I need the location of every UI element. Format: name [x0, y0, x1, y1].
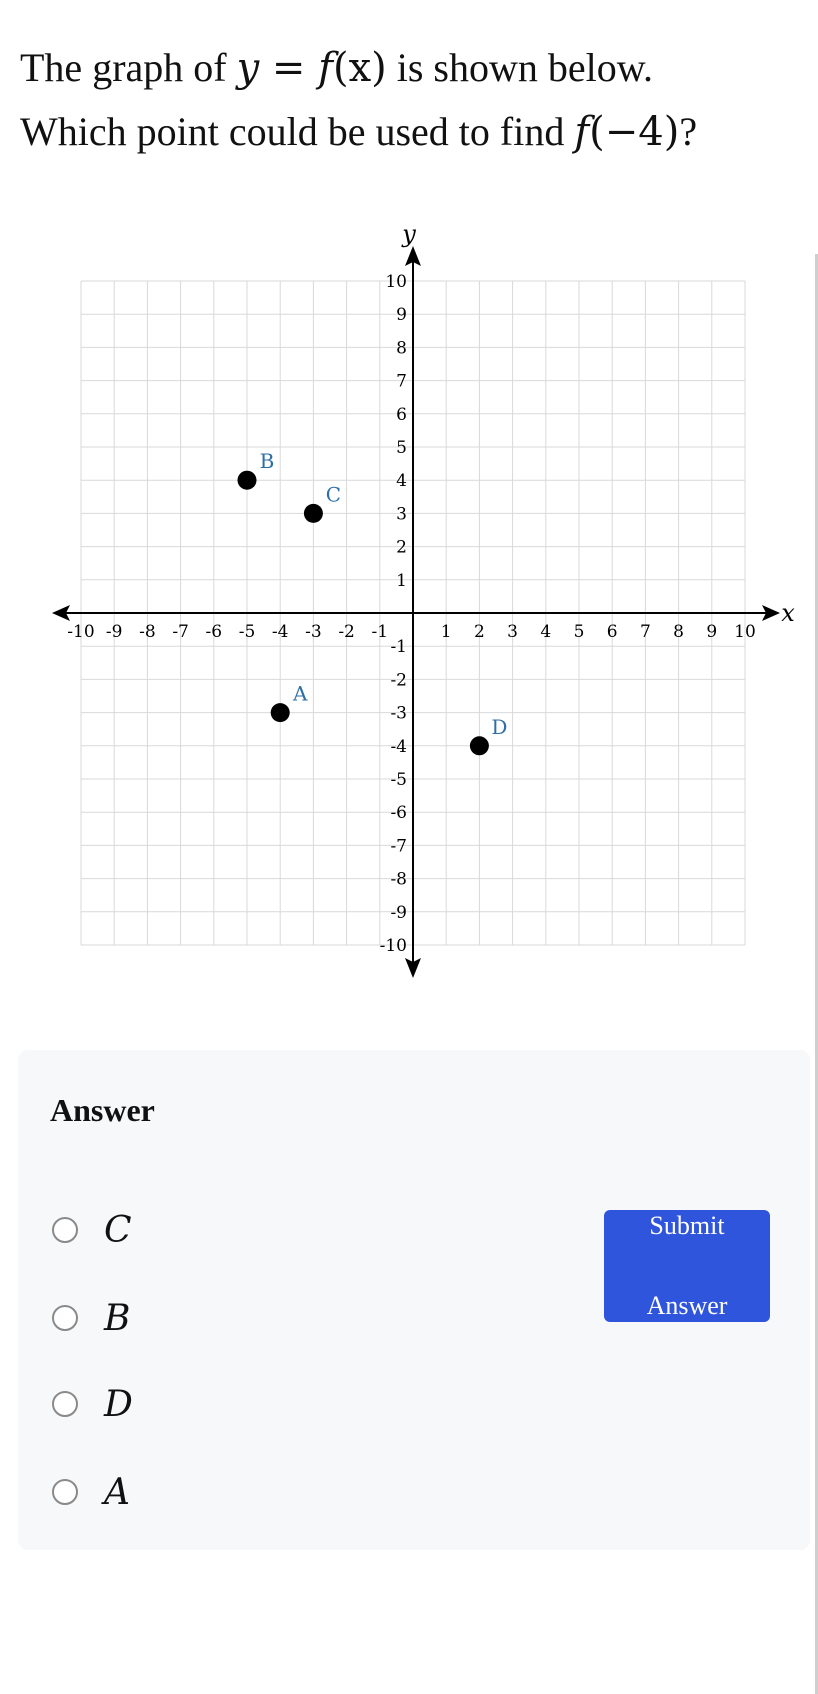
x-tick-label: 3 [507, 622, 519, 642]
data-point-b [238, 471, 257, 490]
y-tick-label: -3 [390, 703, 407, 724]
math-f: f [318, 45, 333, 91]
y-tick-label: -7 [390, 836, 407, 857]
y-tick-label: 6 [396, 404, 407, 425]
y-tick-label: 2 [396, 537, 407, 558]
radio-button[interactable] [52, 1305, 78, 1331]
data-point-a [271, 703, 290, 722]
y-tick-label: -1 [390, 637, 407, 658]
question-text-prefix: The graph of [20, 45, 237, 90]
y-tick-label: -2 [390, 670, 407, 691]
x-tick-label: 9 [706, 622, 718, 642]
option-b[interactable] [52, 1296, 272, 1340]
y-tick-label: -5 [390, 770, 407, 790]
x-tick-label: 1 [440, 622, 452, 642]
option-a[interactable] [52, 1470, 272, 1514]
math-equals: = [259, 45, 319, 91]
submit-label [627, 1206, 747, 1326]
x-tick-label: -5 [238, 622, 256, 642]
math-arg-neg4: (−4) [589, 109, 680, 155]
y-tick-label: 1 [396, 570, 407, 591]
x-tick-label: 4 [540, 622, 552, 642]
math-y: y [236, 45, 260, 91]
y-axis-label: y [402, 220, 416, 248]
y-tick-label: -6 [390, 803, 407, 824]
x-tick-label: 10 [734, 622, 756, 642]
option-label: B [104, 1297, 131, 1339]
submit-answer-button[interactable] [604, 1210, 770, 1322]
x-tick-label: 8 [673, 622, 685, 642]
y-tick-label: -10 [379, 936, 407, 956]
y-tick-label: 4 [396, 471, 407, 492]
option-label: C [104, 1209, 132, 1251]
y-tick-label: 5 [396, 438, 407, 458]
y-tick-label: -8 [390, 869, 407, 890]
answer-panel [18, 1050, 810, 1550]
data-point-c [304, 504, 323, 523]
x-tick-label: -2 [338, 622, 355, 642]
x-tick-label: -3 [305, 622, 322, 642]
x-tick-label: -1 [371, 622, 389, 642]
math-f-2: f [574, 109, 590, 155]
data-point-d [470, 736, 489, 755]
question-mark: ? [679, 109, 698, 154]
x-tick-label: -4 [271, 622, 289, 642]
x-tick-label: -10 [67, 622, 95, 642]
option-label: D [104, 1383, 133, 1425]
question-text-prefix-2: Which point could be used to find [20, 109, 575, 154]
submit-label-line-2: Answer [646, 1291, 728, 1320]
y-tick-label: 3 [396, 504, 407, 525]
math-arg-x: (x) [332, 45, 387, 91]
x-axis-label: x [781, 599, 795, 627]
radio-button[interactable] [52, 1479, 78, 1505]
x-tick-label: 5 [573, 622, 585, 642]
y-tick-label: 10 [385, 272, 407, 292]
x-tick-label: -9 [105, 622, 123, 642]
y-tick-label: -9 [390, 902, 407, 923]
question-text-suffix: is shown below. [386, 45, 654, 90]
y-tick-label: 7 [396, 371, 407, 392]
point-label-a: A [292, 681, 308, 706]
x-tick-label: -7 [172, 622, 189, 642]
option-d[interactable] [52, 1382, 272, 1426]
x-tick-label: 2 [473, 622, 485, 642]
y-tick-label: -4 [390, 736, 407, 757]
x-tick-label: -6 [205, 622, 223, 642]
x-tick-label: 6 [606, 622, 618, 642]
option-label: A [104, 1471, 130, 1513]
y-tick-label: 9 [396, 305, 407, 326]
answer-heading: Answer [50, 1092, 155, 1128]
radio-button[interactable] [52, 1391, 78, 1417]
point-label-c: C [325, 482, 342, 507]
x-tick-label: -8 [139, 622, 156, 642]
submit-label-line-1: Submit [649, 1211, 725, 1240]
x-tick-label: 7 [639, 622, 651, 642]
point-label-b: B [259, 449, 275, 474]
point-label-d: D [491, 714, 508, 739]
option-c[interactable] [52, 1208, 272, 1252]
radio-button[interactable] [52, 1217, 78, 1243]
y-tick-label: 8 [396, 338, 407, 359]
